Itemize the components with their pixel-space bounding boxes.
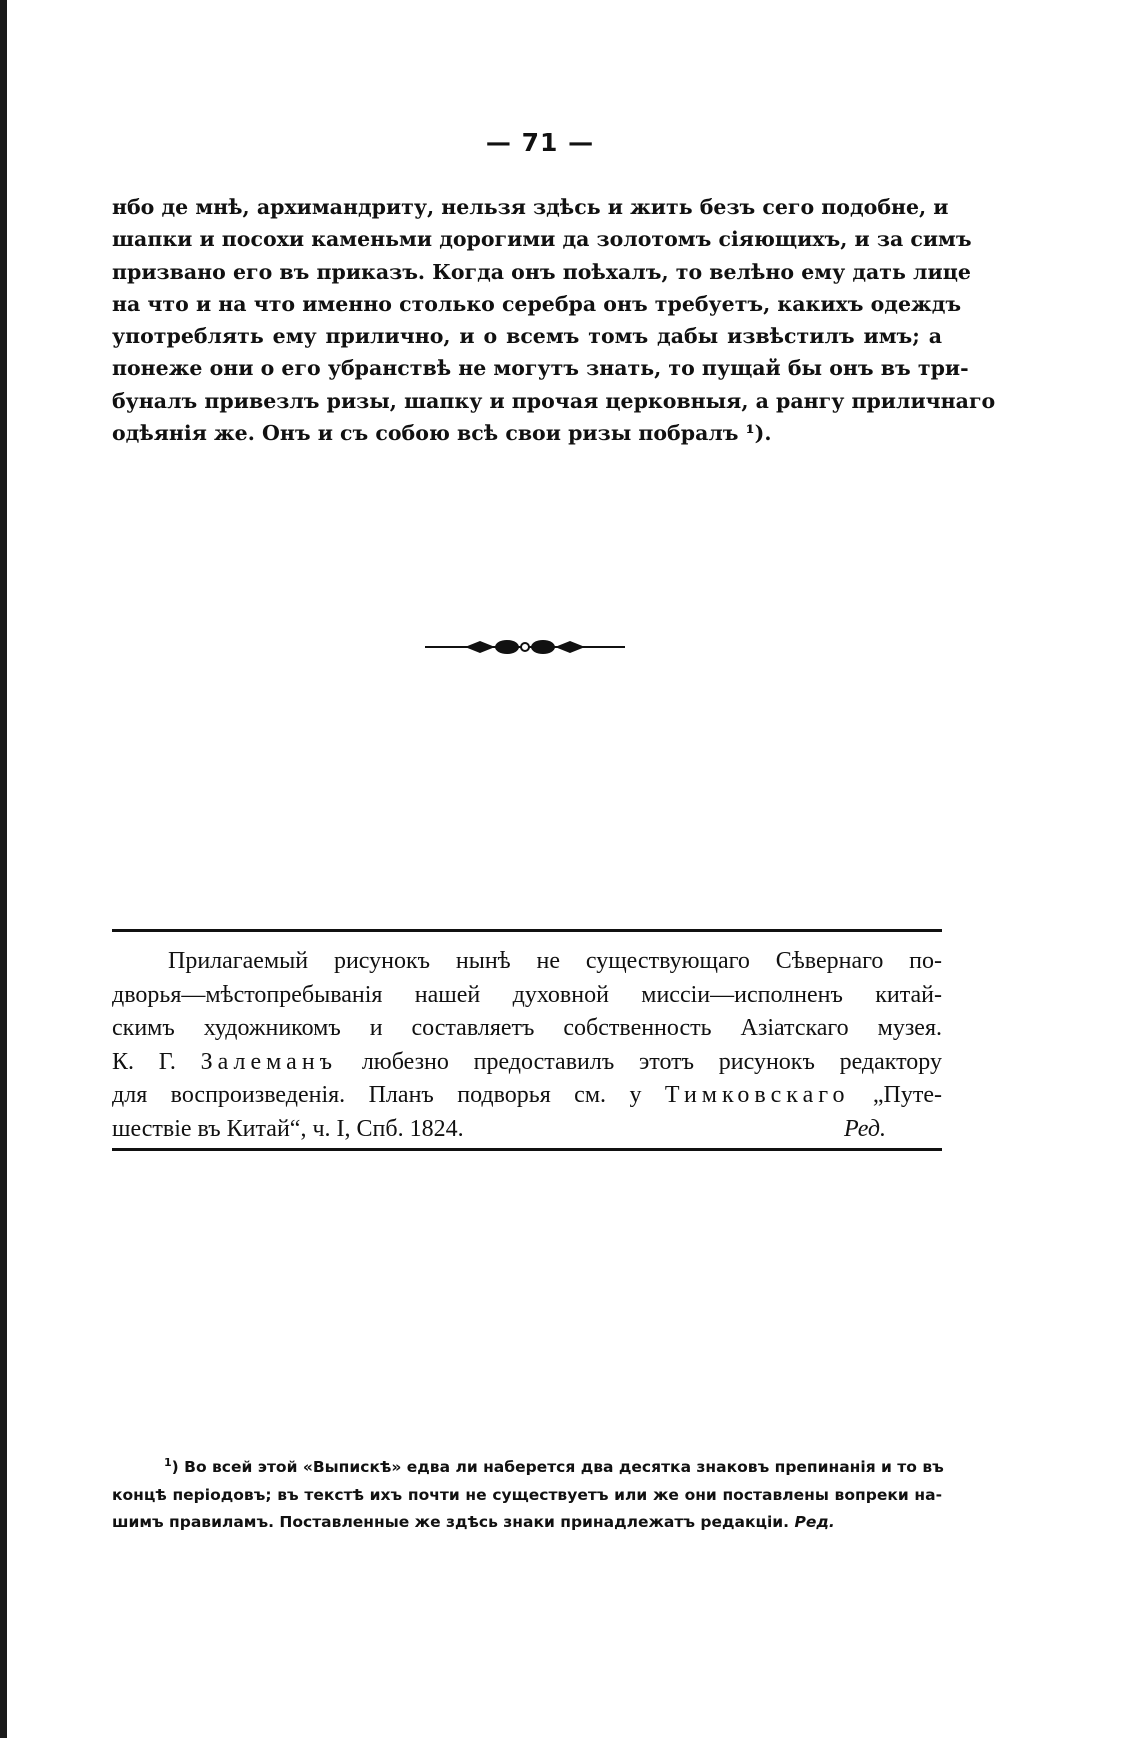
text-line: одѣянія же. Онъ и съ собою всѣ свои ризы побралъ ¹).	[112, 421, 772, 446]
main-text-paragraph	[112, 191, 996, 449]
notice-line-text: любезно предоставилъ этотъ рисунокъ редактору	[361, 1048, 942, 1075]
author-name: Тимковскаго	[664, 1082, 850, 1108]
footnote	[112, 1449, 942, 1537]
author-initials: К. Г.	[112, 1048, 176, 1075]
notice-line: дворья—мѣстопребыванія нашей духовной миссіи—исполненъ китай-	[112, 981, 942, 1008]
text-line: призвано его въ приказъ. Когда онъ поѣхалъ, то велѣно ему дать лице	[112, 259, 971, 284]
footnote-line-text: ) Во всей этой «Выпискѣ» едва ли наберется два десятка знаковъ препинанія и то въ	[171, 1458, 944, 1476]
notice-line	[112, 1113, 942, 1147]
notice-line: Прилагаемый рисунокъ нынѣ не существующаго Сѣвернаго по-	[168, 948, 942, 974]
notice-line-text: для воспроизведенія. Планъ подворья см. у	[112, 1082, 642, 1108]
notice-line: скимъ художникомъ и составляетъ собственность Азіатскаго музея.	[112, 1015, 942, 1041]
illustration-notice	[112, 945, 942, 1146]
text-line: нбо де мнѣ, архимандриту, нельзя здѣсь и жить безъ сего подобне, и	[112, 195, 949, 219]
footnote-line-text: шимъ правиламъ. Поставленные же здѣсь знаки принадлежатъ редакціи.	[112, 1513, 790, 1531]
text-line: понеже они о его убранствѣ не могутъ знать, то пущай бы онъ въ три-	[112, 356, 969, 381]
ornament-divider-icon	[425, 636, 625, 658]
footnote-line	[112, 1449, 942, 1482]
footnote-line	[112, 1509, 942, 1537]
notice-line-text: шествіе въ Китай“, ч. I, Спб. 1824.	[112, 1115, 464, 1142]
author-name: Залеманъ	[200, 1048, 338, 1075]
editor-mark: Ред.	[844, 1115, 886, 1142]
text-line: употреблять ему прилично, и о всемъ томъ дабы извѣстилъ имъ; а	[112, 324, 942, 349]
text-line: на что и на что именно столько серебра онъ требуетъ, какихъ одеждъ	[112, 291, 962, 316]
editor-mark: Ред.	[794, 1513, 835, 1531]
footnote-marker: 1	[164, 1456, 172, 1469]
text-line: шапки и посохи каменьми дорогими да золотомъ сіяющихъ, и за симъ	[112, 227, 972, 252]
notice-line	[112, 1079, 942, 1113]
text-line: буналъ привезлъ ризы, шапку и прочая церковныя, а рангу приличнаго	[112, 388, 996, 413]
notice-line-text: „Путе-	[872, 1082, 943, 1108]
scan-edge-line	[0, 0, 7, 1738]
footnote-line: концѣ періодовъ; въ текстѣ ихъ почти не существуетъ или же они поставлены вопреки на-	[112, 1485, 942, 1504]
page-number: — 71 —	[485, 128, 595, 157]
separator-rule-bottom	[112, 1148, 942, 1151]
notice-line	[112, 1046, 942, 1080]
separator-rule-top	[112, 929, 942, 932]
